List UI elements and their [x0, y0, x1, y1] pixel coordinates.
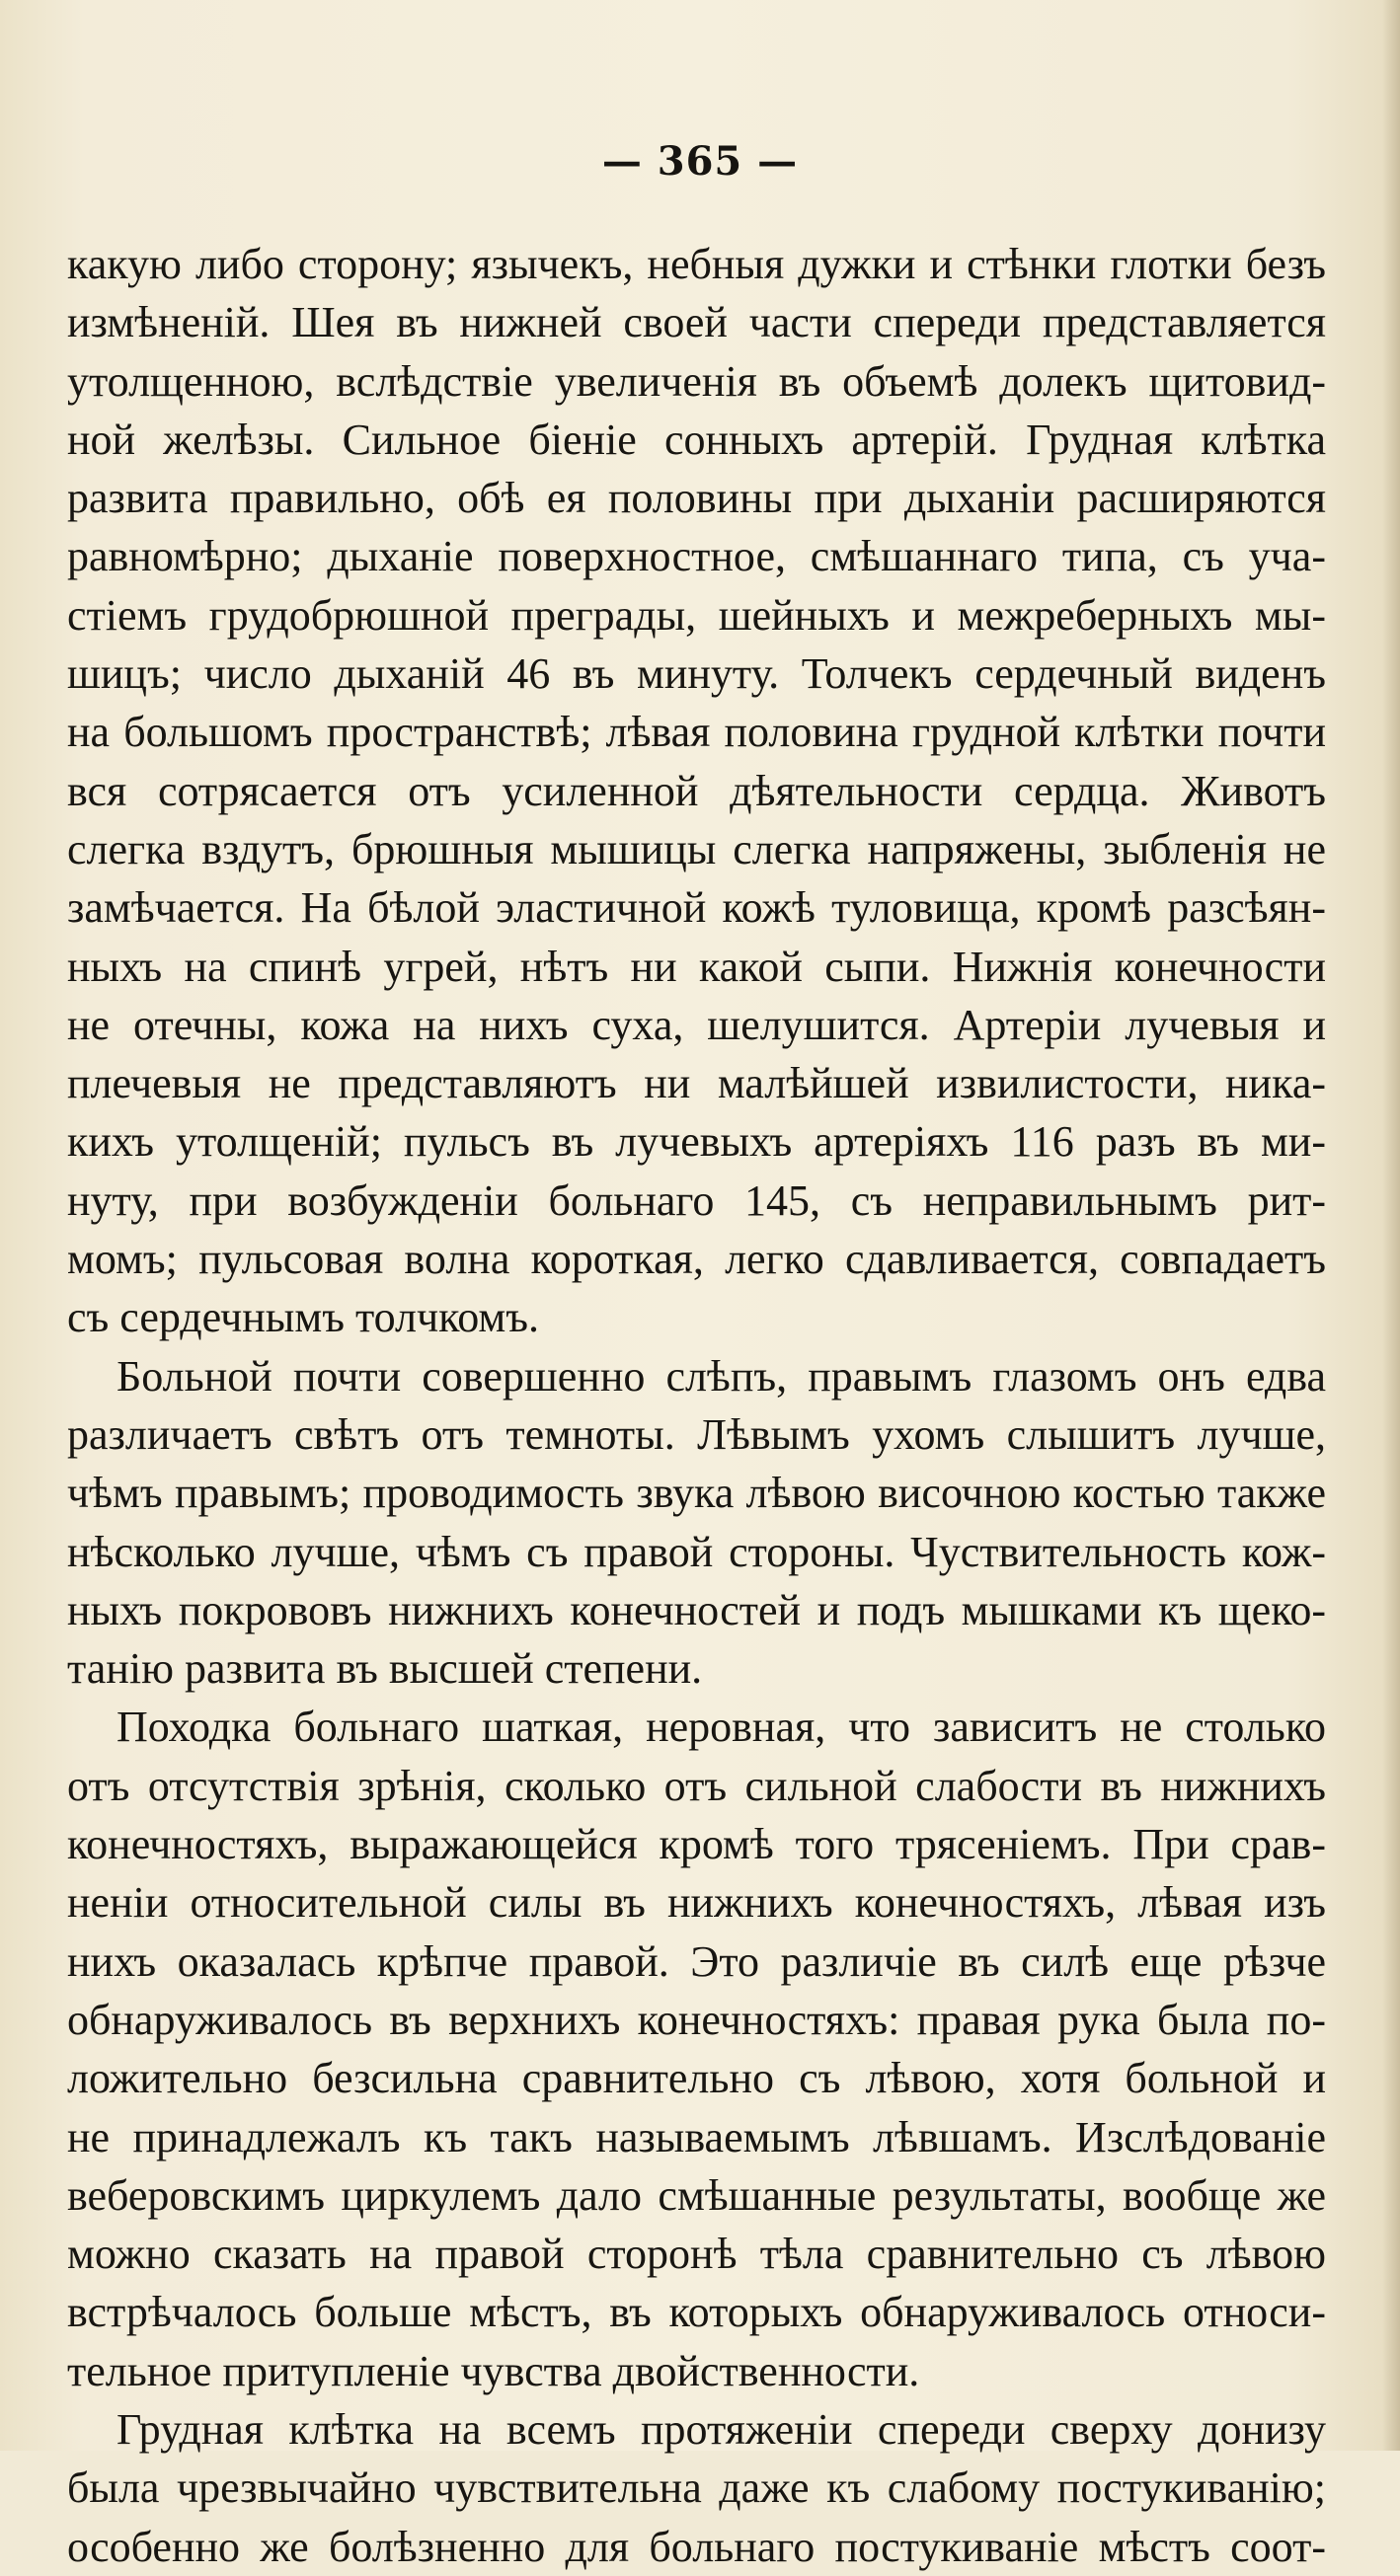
text-line: ной желѣзы. Сильное біеніе сонныхъ артерій. Грудная клѣтка [67, 415, 1326, 464]
paragraph [67, 1347, 1326, 1699]
text-line: ныхъ на спинѣ угрей, нѣтъ ни какой сыпи. Нижнія конечности [67, 942, 1326, 991]
text-line: замѣчается. На бѣлой эластичной кожѣ туловища, кромѣ разсѣян- [67, 883, 1326, 933]
text-line: шицъ; число дыханій 46 въ минуту. Толчекъ сердечный виденъ [67, 649, 1326, 699]
text-line: какую либо сторону; язычекъ, небныя дужки и стѣнки глотки безъ [67, 240, 1326, 288]
text-line: развита правильно, обѣ ея половины при дыханіи расширяются [67, 474, 1326, 523]
text-line: равномѣрно; дыханіе поверхностное, смѣшаннаго типа, съ уча- [67, 532, 1326, 581]
text-line: можно сказать на правой сторонѣ тѣла сравнительно съ лѣвою [67, 2230, 1326, 2279]
text-line: измѣненій. Шея въ нижней своей части спереди представляется [67, 298, 1326, 347]
text-line: вся сотрясается отъ усиленной дѣятельности сердца. Животъ [67, 766, 1326, 815]
text-line: ложительно безсильна сравнительно съ лѣвою, хотя больной и [67, 2054, 1326, 2103]
text-line: обнаруживалось въ верхнихъ конечностяхъ: правая рука была по- [67, 1995, 1326, 2044]
body-text [67, 235, 1326, 2576]
text-line: ныхъ покрововъ нижнихъ конечностей и подъ мышками къ щеко- [67, 1585, 1326, 1634]
paragraph [67, 2400, 1326, 2576]
text-line: тельное притупленіе чувства двойственности. [67, 2346, 920, 2395]
text-line: Больной почти совершенно слѣпъ, правымъ глазомъ онъ едва [117, 1351, 1326, 1401]
paragraph [67, 1698, 1326, 2400]
text-line: танію развита въ высшей степени. [67, 1644, 703, 1694]
text-line: встрѣчалось больше мѣстъ, въ которыхъ обнаруживалось относи- [67, 2288, 1326, 2337]
text-line: неніи относительной силы въ нижнихъ конечностяхъ, лѣвая изъ [67, 1878, 1326, 1928]
text-line: утолщенною, вслѣдствіе увеличенія въ объемѣ долекъ щитовид- [67, 356, 1326, 406]
text-line: момъ; пульсовая волна короткая, легко сдавливается, совпадаетъ [67, 1235, 1326, 1284]
text-line: Походка больнаго шаткая, неровная, что зависитъ не столько [117, 1703, 1326, 1752]
text-line: съ сердечнымъ толчкомъ. [67, 1293, 540, 1342]
text-line: слегка вздутъ, брюшныя мышицы слегка напряжены, зыбленія не [67, 824, 1326, 873]
text-line: конечностяхъ, выражающейся кромѣ того трясеніемъ. При срав- [67, 1820, 1326, 1869]
text-line: не принадлежалъ къ такъ называемымъ лѣвшамъ. Изслѣдованіе [67, 2112, 1326, 2161]
text-line: стіемъ грудобрюшной преграды, шейныхъ и межреберныхъ мы- [67, 590, 1326, 640]
text-line: чѣмъ правымъ; проводимость звука лѣвою височною костью также [67, 1469, 1326, 1518]
text-line: веберовскимъ циркулемъ дало смѣшанные результаты, вообще же [67, 2170, 1326, 2220]
text-line: отъ отсутствія зрѣнія, сколько отъ сильной слабости въ нижнихъ [67, 1761, 1326, 1810]
text-line: нѣсколько лучше, чѣмъ съ правой стороны. Чуствительность кож- [67, 1527, 1326, 1576]
page-edge-shadow [1382, 0, 1400, 2451]
text-line: особенно же болѣзненно для больнаго постукиваніе мѣстъ соот- [67, 2522, 1326, 2571]
text-line: на большомъ пространствѣ; лѣвая половина грудной клѣтки почти [67, 708, 1326, 757]
text-line: кихъ утолщеній; пульсъ въ лучевыхъ артеріяхъ 116 разъ въ ми- [67, 1117, 1326, 1167]
text-line: не отечны, кожа на нихъ суха, шелушится. Артеріи лучевыя и [67, 1000, 1326, 1049]
text-line: была чрезвычайно чувствительна даже къ слабому постукиванію; [67, 2463, 1326, 2513]
text-line: Грудная клѣтка на всемъ протяженіи спереди сверху донизу [117, 2404, 1326, 2454]
paragraph [67, 235, 1326, 1347]
text-line: нихъ оказалась крѣпче правой. Это различіе въ силѣ еще рѣзче [67, 1936, 1326, 1986]
text-line: плечевыя не представляютъ ни малѣйшей извилистости, ника- [67, 1059, 1326, 1108]
text-line: нуту, при возбужденіи больнаго 145, съ неправильнымъ рит- [67, 1175, 1326, 1225]
page-number: — 365 — [601, 138, 799, 185]
text-line: различаетъ свѣтъ отъ темноты. Лѣвымъ ухомъ слышитъ лучше, [67, 1409, 1326, 1459]
